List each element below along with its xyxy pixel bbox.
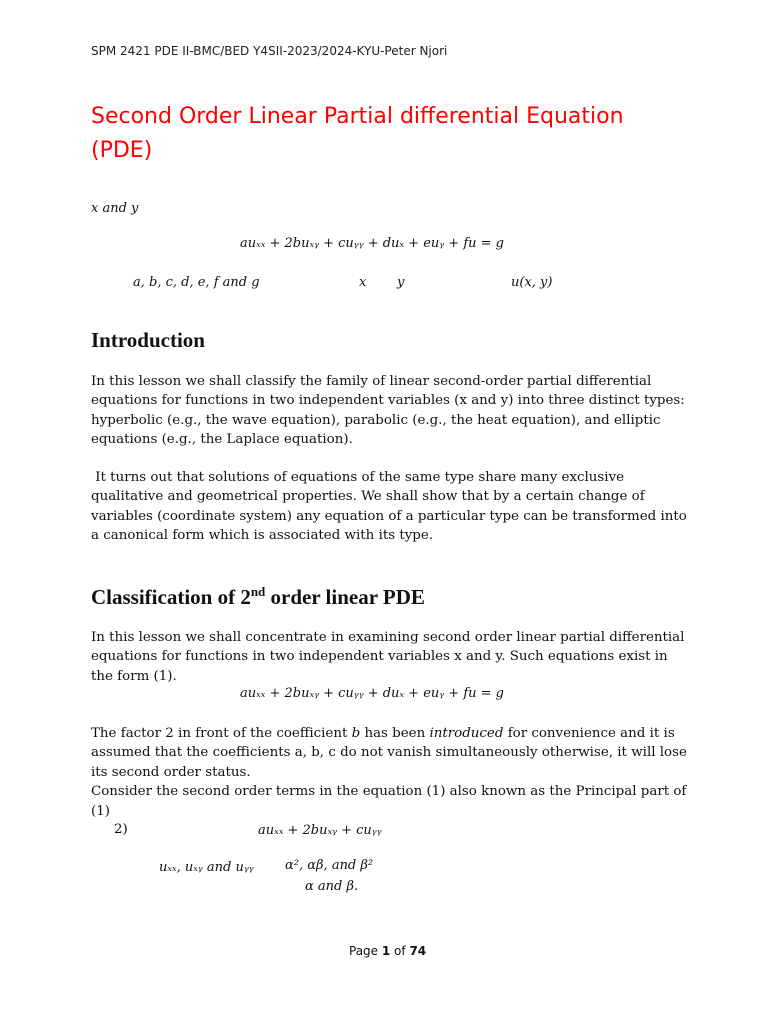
variable-x: x	[359, 275, 367, 290]
general-equation: auₓₓ + 2buₓᵧ + cuᵧᵧ + duₓ + euᵧ + fu = g	[240, 236, 504, 251]
footer-of-label: of	[390, 944, 410, 958]
factor-paragraph	[91, 724, 687, 821]
factor-text: has been	[360, 726, 430, 741]
page-title-line-2: (PDE)	[91, 138, 153, 163]
class-line: the form (1).	[91, 668, 177, 684]
coefficients-list: a, b, c, d, e, f and g	[133, 275, 260, 290]
consider-line-2: (1)	[91, 803, 110, 819]
intro-paragraph-2	[91, 468, 687, 546]
classification-paragraph	[91, 628, 685, 686]
introduced-word: introduced	[429, 726, 504, 741]
footer-total-pages: 74	[409, 944, 427, 958]
class-line: equations for functions in two independent variables x and y. Such equations exist in	[91, 649, 668, 665]
alpha-and-beta: α and β.	[305, 879, 359, 894]
running-header: SPM 2421 PDE II-BMC/BED Y4SII-2023/2024-KYU-Peter Njori	[91, 44, 448, 58]
coefficient-b: b	[351, 726, 361, 741]
intro2-line: It turns out that solutions of equations of the same type share many exclusive	[91, 470, 625, 485]
factor-text: for convenience and it is	[503, 726, 675, 741]
consider-line-1: Consider the second order terms in the equation (1) also known as the Principal part of	[91, 784, 687, 800]
intro2-line: a canonical form which is associated with its type.	[91, 528, 434, 544]
heading-class-pre: Classification of 2	[91, 585, 251, 609]
function-u: u(x, y)	[511, 275, 553, 290]
factor-line-3: its second order status.	[91, 764, 251, 780]
second-derivatives: uₓₓ, uₓᵧ and uᵧᵧ	[159, 860, 254, 875]
footer-page-label: Page	[349, 944, 382, 958]
intro-line: In this lesson we shall classify the family of linear second-order partial differential	[91, 374, 652, 389]
intro-line: hyperbolic (e.g., the wave equation), parabolic (e.g., the heat equation), and elliptic	[91, 412, 661, 428]
factor-line-2: assumed that the coefficients a, b, c do not vanish simultaneously otherwise, it will lose	[91, 745, 687, 761]
equation-label-2: 2)	[114, 822, 128, 837]
heading-class-post: order linear PDE	[265, 585, 425, 609]
intro2-line: qualitative and geometrical properties. We shall show that by a certain change of	[91, 489, 645, 505]
principal-part-equation: auₓₓ + 2buₓᵧ + cuᵧᵧ	[258, 823, 382, 838]
class-line: In this lesson we shall concentrate in examining second order linear partial differential	[91, 630, 685, 645]
intro-line: equations (e.g., the Laplace equation).	[91, 432, 353, 448]
page-title-line-1: Second Order Linear Partial differential Equation	[91, 104, 624, 129]
heading-introduction: Introduction	[91, 328, 205, 352]
footer-page-number: 1	[381, 944, 391, 958]
intro2-line: variables (coordinate system) any equation of a particular type can be transformed into	[91, 508, 687, 524]
factor-line-1	[91, 724, 681, 743]
equation-form-1: auₓₓ + 2buₓᵧ + cuᵧᵧ + duₓ + euᵧ + fu = g	[240, 686, 504, 701]
factor-text: The factor 2 in front of the coefficient	[91, 726, 352, 741]
heading-class-sup: nd	[250, 584, 266, 599]
page-footer	[349, 944, 426, 958]
math-x-and-y: x and y	[91, 201, 139, 216]
intro-line: equations for functions in two independent variables (x and y) into three distinct types:	[91, 393, 685, 409]
heading-classification	[91, 584, 425, 610]
intro-paragraph	[91, 372, 685, 450]
alpha-beta-terms: α², αβ, and β²	[285, 858, 374, 873]
variable-y: y	[397, 275, 405, 290]
